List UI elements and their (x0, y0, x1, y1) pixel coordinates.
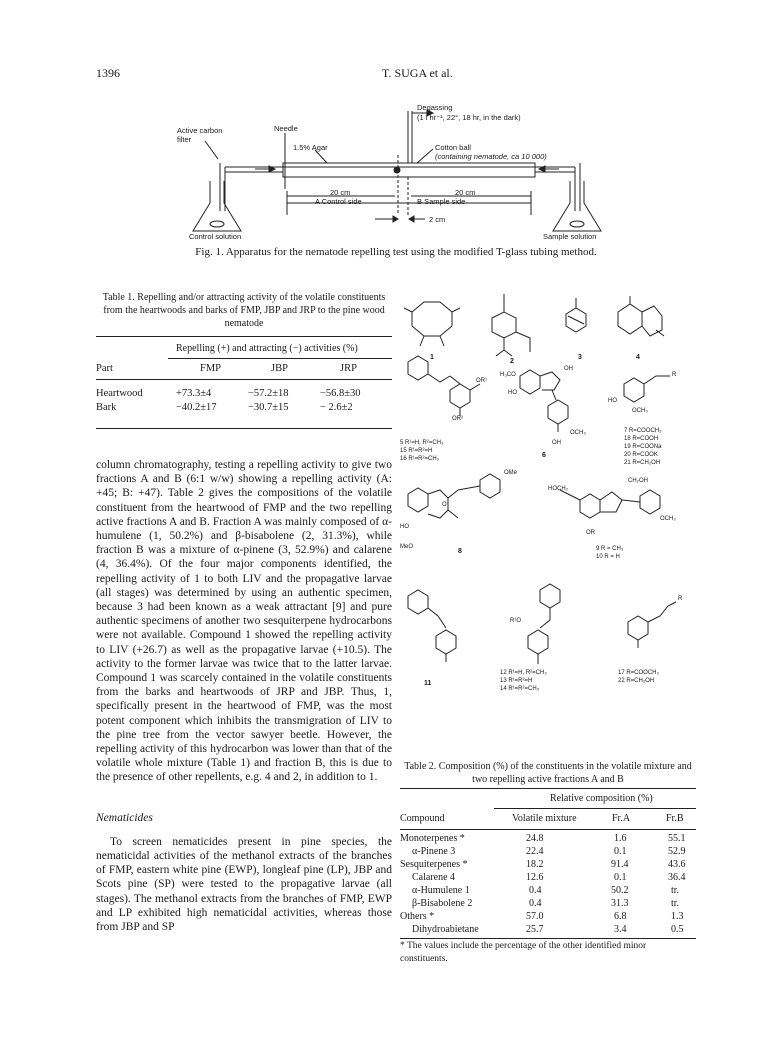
or-label: OR (586, 530, 595, 536)
compound-number-3: 3 (578, 354, 582, 361)
table2-row-8-frb: 0.5 (671, 924, 684, 935)
chemical-structures (400, 290, 700, 712)
table1-row-bark-jrp: − 2.6±2 (320, 402, 353, 413)
label-17: 17 R=COOCH₃ (618, 670, 659, 676)
ho-label-8: HO (400, 524, 409, 530)
table2-row-7-compound: Others * (400, 911, 435, 922)
table2-row-5-frb: tr. (671, 885, 680, 896)
table2-row-2-compound: α-Pinene 3 (412, 846, 456, 857)
table2-row-3-frb: 43.6 (668, 859, 686, 870)
table2-row-6-frb: tr. (671, 898, 680, 909)
label-22: 22 R=CH₂OH (618, 678, 655, 684)
table1-header-part: Part (96, 363, 113, 374)
table2-footnote: * The values include the percentage of the other identified minor constituents. (400, 941, 647, 964)
label-7: 7 R=COOCH₃ (624, 428, 662, 434)
agar-label: 1.5% Agar (293, 143, 328, 152)
sample-solution-label: Sample solution (543, 232, 597, 241)
degassing-conditions-label: (1 l hr⁻¹, 22°, 18 hr, in the dark) (417, 113, 521, 122)
table2-row-4-frb: 36.4 (668, 872, 686, 883)
label-10: 10 R = H (596, 554, 620, 560)
table2-row-7-frb: 1.3 (671, 911, 684, 922)
table1-row-heartwood-fmp: +73.3±4 (176, 388, 212, 399)
meo-label: MeO (400, 544, 414, 550)
figure-caption: Fig. 1. Apparatus for the nematode repelling test using the modified T-glass tubing method. (195, 246, 597, 258)
table2-row-2-fra: 0.1 (614, 846, 627, 857)
table2-row-1-frb: 55.1 (668, 833, 686, 844)
length-right-label: 20 cm (455, 188, 476, 197)
table2-row-5-fra: 50.2 (611, 885, 629, 896)
table2-row-4-compound: Calarene 4 (412, 872, 456, 883)
r-label-7: R (672, 372, 677, 378)
table2-row-7-volatile: 57.0 (526, 911, 544, 922)
active-carbon-label: Active carbon (177, 126, 223, 135)
table2-row-4-fra: 0.1 (614, 872, 627, 883)
label-13: 13 R¹=R²=H (500, 678, 533, 684)
label-9: 9 R = CH₃ (596, 546, 624, 552)
table2-row-1-compound: Monoterpenes * (400, 833, 465, 844)
o-label-8: O (442, 502, 447, 508)
apparatus-diagram (165, 103, 635, 241)
compound-number-2: 2 (510, 358, 514, 365)
compound-number-8: 8 (458, 548, 462, 555)
label-21: 21 R=CH₂OH (624, 460, 661, 466)
table2-row-3-fra: 91.4 (611, 859, 629, 870)
ho-label-7: HO (608, 398, 617, 404)
table2 (400, 788, 696, 938)
oh-bottom-label-6: OH (552, 440, 561, 446)
body-paragraph-2: To screen nematicides present in pine species, the nematicidal activities of the methanol extracts of the branches of FMP, eastern white pine (EWP), longleaf pine (LP), JBP and Scots pine (SP) were tested to the propagative larvae (all stages). The methanol extracts from the branches of FMP, EWP and LP exhibited high nematicidal activities, whereas those from JBP and SP (96, 835, 392, 934)
page-number: 1396 (96, 66, 120, 80)
table2-row-6-compound: β-Bisabolene 2 (412, 898, 473, 909)
table2-row-1-volatile: 24.8 (526, 833, 544, 844)
label-14: 14 R¹=R²=CH₃ (500, 686, 540, 692)
table1-caption: Table 1. Repelling and/or attracting activity of the volatile constituents from the heartwoods and barks of FMP, JBP and JRP to the pine wood nematode (102, 292, 386, 329)
table2-row-3-volatile: 18.2 (526, 859, 544, 870)
cotton-ball-sub-label: (containing nematode, ca 10 000) (435, 152, 547, 161)
och3-label-7: OCH₃ (632, 408, 648, 414)
compound-number-1: 1 (430, 354, 434, 361)
table1-header-jrp: JRP (340, 363, 357, 374)
compound-number-11: 11 (424, 680, 432, 687)
label-16: 16 R¹=R²=CH₃ (400, 456, 440, 462)
table1-row-heartwood-jbp: −57.2±18 (248, 388, 289, 399)
table2-header-frb: Fr.B (666, 813, 684, 824)
table1 (96, 336, 392, 436)
label-15: 15 R¹=R²=H (400, 448, 433, 454)
or2-label: OR² (452, 416, 463, 422)
table2-row-5-compound: α-Humulene 1 (412, 885, 470, 896)
ho-label-6: HO (508, 390, 517, 396)
ome-label: OMe (504, 470, 518, 476)
body-text (96, 458, 392, 934)
label-19: 19 R=COONa (624, 444, 662, 450)
table1-row-bark-part: Bark (96, 402, 117, 413)
table2-spanner: Relative composition (%) (550, 793, 653, 804)
table2-row-5-volatile: 0.4 (529, 885, 542, 896)
filter-label: filter (177, 135, 192, 144)
oh-label-6: OH (564, 366, 573, 372)
r-label-17: R (678, 596, 683, 602)
table2-row-3-compound: Sesquiterpenes * (400, 859, 468, 870)
table2-row-8-fra: 3.4 (614, 924, 627, 935)
label-5: 5 R¹=H, R²=CH₃ (400, 440, 444, 446)
table2-row-8-compound: Dihydroabietane (412, 924, 479, 935)
table2-row-6-volatile: 0.4 (529, 898, 542, 909)
structure-drawings (400, 290, 700, 712)
table1-row-bark-fmp: −40.2±17 (176, 402, 217, 413)
table1-header-jbp: JBP (271, 363, 288, 374)
label-18: 18 R=COOH (624, 436, 659, 442)
running-head-authors: T. SUGA et al. (382, 66, 453, 80)
cotton-ball-label: Cotton ball (435, 143, 471, 152)
table1-row-heartwood-part: Heartwood (96, 388, 143, 399)
or1-label: OR¹ (476, 378, 487, 384)
ch2oh-label: CH₂OH (628, 478, 648, 484)
hoch2-label: HOCH₂ (548, 486, 568, 492)
table2-row-6-fra: 31.3 (611, 898, 629, 909)
table2-header-compound: Compound (400, 813, 445, 824)
table2-row-1-fra: 1.6 (614, 833, 627, 844)
table2-row-8-volatile: 25.7 (526, 924, 544, 935)
figure-apparatus (165, 103, 635, 241)
needle-label: Needle (274, 124, 298, 133)
table2-row-2-volatile: 22.4 (526, 846, 544, 857)
body-paragraph-1: column chromatography, testing a repelling activity to give two fractions A and B (6:1 w/w) showing a repelling activity (A: +45; B: +47). Table 2 gives the compositions of the volatile constituent from the heartwood of FMP and the two repelling active fractions A and B. Fraction A was mainly composed of α-humulene (1, 50.2%) and β-bisabolene (2, 31.3%), while fraction B was a mixture of α-pinene (3, 52.9%) and calarene (4, 36.4%). Of the four major components identified, the repelling activity of 1 to both LIV and the propagative larvae (all stages) was determined by using an authentic specimen, because 3 had been known as a weak attractant [9] and pure authentic specimens of another two sesquiterpene hydrocarbons were not available. Compound 1 showed the repelling activity to LIV (+26.7) as well as the propagative larvae (+10.5). The activity to the former larvae was twice that to the latter larvae. Compound 1 was scarcely contained in the volatile constituents from the barks and heartwoods of JRP and JBP. Thus, 1, specifically present in the heartwood of FMP, was the most potent component which inhibits the transmigration of LIV to the pine tree from the vector sawyer beetle. However, the repelling activity of this hydrocarbon was lower than that of the volatile whole mixture (Table 1) and fraction B, this is due to the presence of other repellents, e.g. 4 and 2, in addition to 1. (96, 459, 392, 784)
compound-number-4: 4 (636, 354, 640, 361)
r1o-label: R¹O (510, 618, 521, 624)
control-side-label: A Control side (315, 197, 362, 206)
gap-label: 2 cm (429, 215, 446, 224)
table2-header-volatile: Volatile mixture (512, 813, 577, 824)
table1-row-bark-jbp: −30.7±15 (248, 402, 289, 413)
table2-row-4-volatile: 12.6 (526, 872, 544, 883)
table2-caption: Table 2. Composition (%) of the constituents in the volatile mixture and two repelling active fractions A and B (404, 761, 692, 785)
och3-label-9: OCH₃ (660, 516, 676, 522)
h3co-label: H₃CO (500, 372, 516, 378)
table2-row-2-frb: 52.9 (668, 846, 686, 857)
degassing-label: Degassing (417, 103, 453, 112)
section-heading-nematicides: Nematicides (96, 811, 153, 824)
table2-header-fra: Fr.A (612, 813, 631, 824)
compound-number-6: 6 (542, 452, 546, 459)
table1-row-heartwood-jrp: −56.8±30 (320, 388, 361, 399)
table1-spanner: Repelling (+) and attracting (−) activities (%) (176, 343, 358, 354)
table1-header-fmp: FMP (200, 363, 222, 374)
och3-label-6: OCH₃ (570, 430, 586, 436)
label-20: 20 R=COOK (624, 452, 658, 458)
sample-side-label: B Sample side (417, 197, 466, 206)
table2-row-7-fra: 6.8 (614, 911, 627, 922)
control-solution-label: Control solution (189, 232, 242, 241)
length-left-label: 20 cm (330, 188, 351, 197)
label-12: 12 R¹=H, R²=CH₃ (500, 670, 547, 676)
